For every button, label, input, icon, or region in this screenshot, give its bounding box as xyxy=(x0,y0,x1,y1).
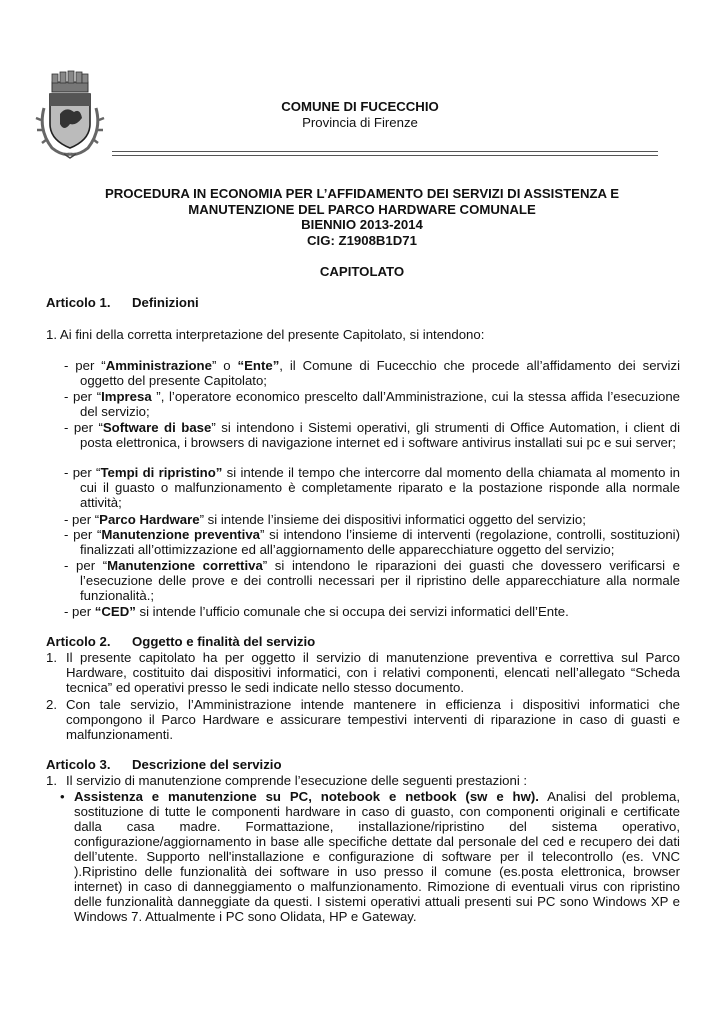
bullet-item xyxy=(60,789,680,924)
title-line: CIG: Z1908B1D71 xyxy=(307,232,417,248)
bullet-heading: Assistenza e manutenzione su PC, notebook e netbook (sw e hw). xyxy=(74,789,539,804)
definition-item: - per “Tempi di ripristino” si intende il tempo che intercorre dal momento della chiamata al momento in cui il guasto o malfunzionamento è completamente riparato e la postazione risponde alla normale attività; xyxy=(64,465,680,510)
article-number: Articolo 1. xyxy=(46,295,111,310)
article-title: Descrizione del servizio xyxy=(132,757,282,772)
title-line: PROCEDURA IN ECONOMIA PER L’AFFIDAMENTO DEI SERVIZI DI ASSISTENZA E xyxy=(104,186,620,201)
definition-item: - per “CED” si intende l’ufficio comunale che si occupa dei servizi informatici dell’Ente. xyxy=(64,604,569,619)
article-heading xyxy=(46,757,282,772)
definition-item: - per “Impresa ”, l’operatore economico prescelto dall’Amministrazione, cui la stessa affida l’esecuzione del servizio; xyxy=(64,389,681,419)
item-number: 2. xyxy=(46,697,57,712)
bullet-icon: • xyxy=(60,789,65,804)
title-line: BIENNIO 2013-2014 xyxy=(301,217,423,232)
definition-item: - per “Amministrazione” o “Ente”, il Comune di Fucecchio che procede all’affidamento dei servizi oggetto del presente Capitolato; xyxy=(64,358,680,388)
province-name: Provincia di Firenze xyxy=(302,115,418,130)
definition-item: - per “Parco Hardware” si intende l’insieme dei dispositivi informatici oggetto del servizio; xyxy=(64,512,586,527)
header-divider xyxy=(112,151,658,152)
definition-item: - per “Manutenzione correttiva” si intendono le riparazioni dei guasti che dovessero verificarsi e l’esecuzione delle prove e dei controlli necessari per il ripristino delle apparecchiature alla normale funzionalità.; xyxy=(64,558,680,603)
paragraph: 1. Ai fini della corretta interpretazione del presente Capitolato, si intendono: xyxy=(46,327,485,342)
item-number: 1. xyxy=(46,773,57,788)
header-divider xyxy=(112,155,658,156)
title-line: MANUTENZIONE DEL PARCO HARDWARE COMUNALE xyxy=(188,201,536,217)
article-number: Articolo 3. xyxy=(46,757,111,772)
municipality-name: COMUNE DI FUCECCHIO xyxy=(281,99,439,114)
article-heading xyxy=(46,295,199,310)
section-heading: CAPITOLATO xyxy=(319,264,405,279)
numbered-item xyxy=(46,697,680,742)
bullet-text: Analisi del problema, sostituzione di tutte le componenti hardware in caso di guasto, con componenti originali e certificate dalla casa madre. Formattazione, installazione/ripristino del sistema operativo, configurazione/aggiornamento in base alle specifiche dettate dal personale del ced e recupero dei dati dell’utente. Supporto nell'installazione e configurazione di software per il telecontrollo (es. VNC ).Ripristino delle funzionalità dei software in uso presso il comune (es.posta elettronica, browser internet) in caso di danneggiamento o malfunzionamento. Rimozione di eventuali virus con ripristino delle funzionalità danneggiate da questi. I sistemi operativi attuali presenti sui PC sono Windows XP e Windows 7. Attualmente i PC sono Olidata, HP e Gateway. xyxy=(74,789,680,924)
definition-item: - per “Software di base” si intendono i Sistemi operativi, gli strumenti di Office Automation, i client di posta elettronica, i browsers di navigazione internet ed i software antivirus installati sui pc e sui server; xyxy=(64,420,680,450)
item-text: Con tale servizio, l’Amministrazione intende mantenere in efficienza i dispositivi informatici che compongono il Parco Hardware e assicurare tempestivi interventi di riparazione in caso di guasti e malfunzionamenti. xyxy=(66,697,680,742)
numbered-item xyxy=(46,650,680,695)
article-title: Oggetto e finalità del servizio xyxy=(132,634,316,649)
item-text: Il presente capitolato ha per oggetto il servizio di manutenzione preventiva e correttiva sul Parco Hardware, costituito dai dispositivi informatici, con i relativi componenti, elencati nell’allegato “Scheda tecnica” ed operativi presso le sedi indicate nello stesso documento. xyxy=(66,650,680,695)
definition-item: - per “Manutenzione preventiva” si intendono l’insieme di interventi (regolazione, controlli, sostituzioni) finalizzati all’ottimizzazione ed all’aggiornamento delle apparecchiature oggetto del servizio; xyxy=(64,527,681,557)
municipal-crest-icon xyxy=(30,68,110,160)
item-text: Il servizio di manutenzione comprende l’esecuzione delle seguenti prestazioni : xyxy=(66,773,528,788)
article-title: Definizioni xyxy=(132,295,199,310)
article-heading xyxy=(46,634,316,649)
item-number: 1. xyxy=(46,650,57,665)
numbered-item xyxy=(46,773,680,788)
article-number: Articolo 2. xyxy=(46,634,111,649)
document-header xyxy=(270,99,450,131)
document-title xyxy=(60,186,664,248)
